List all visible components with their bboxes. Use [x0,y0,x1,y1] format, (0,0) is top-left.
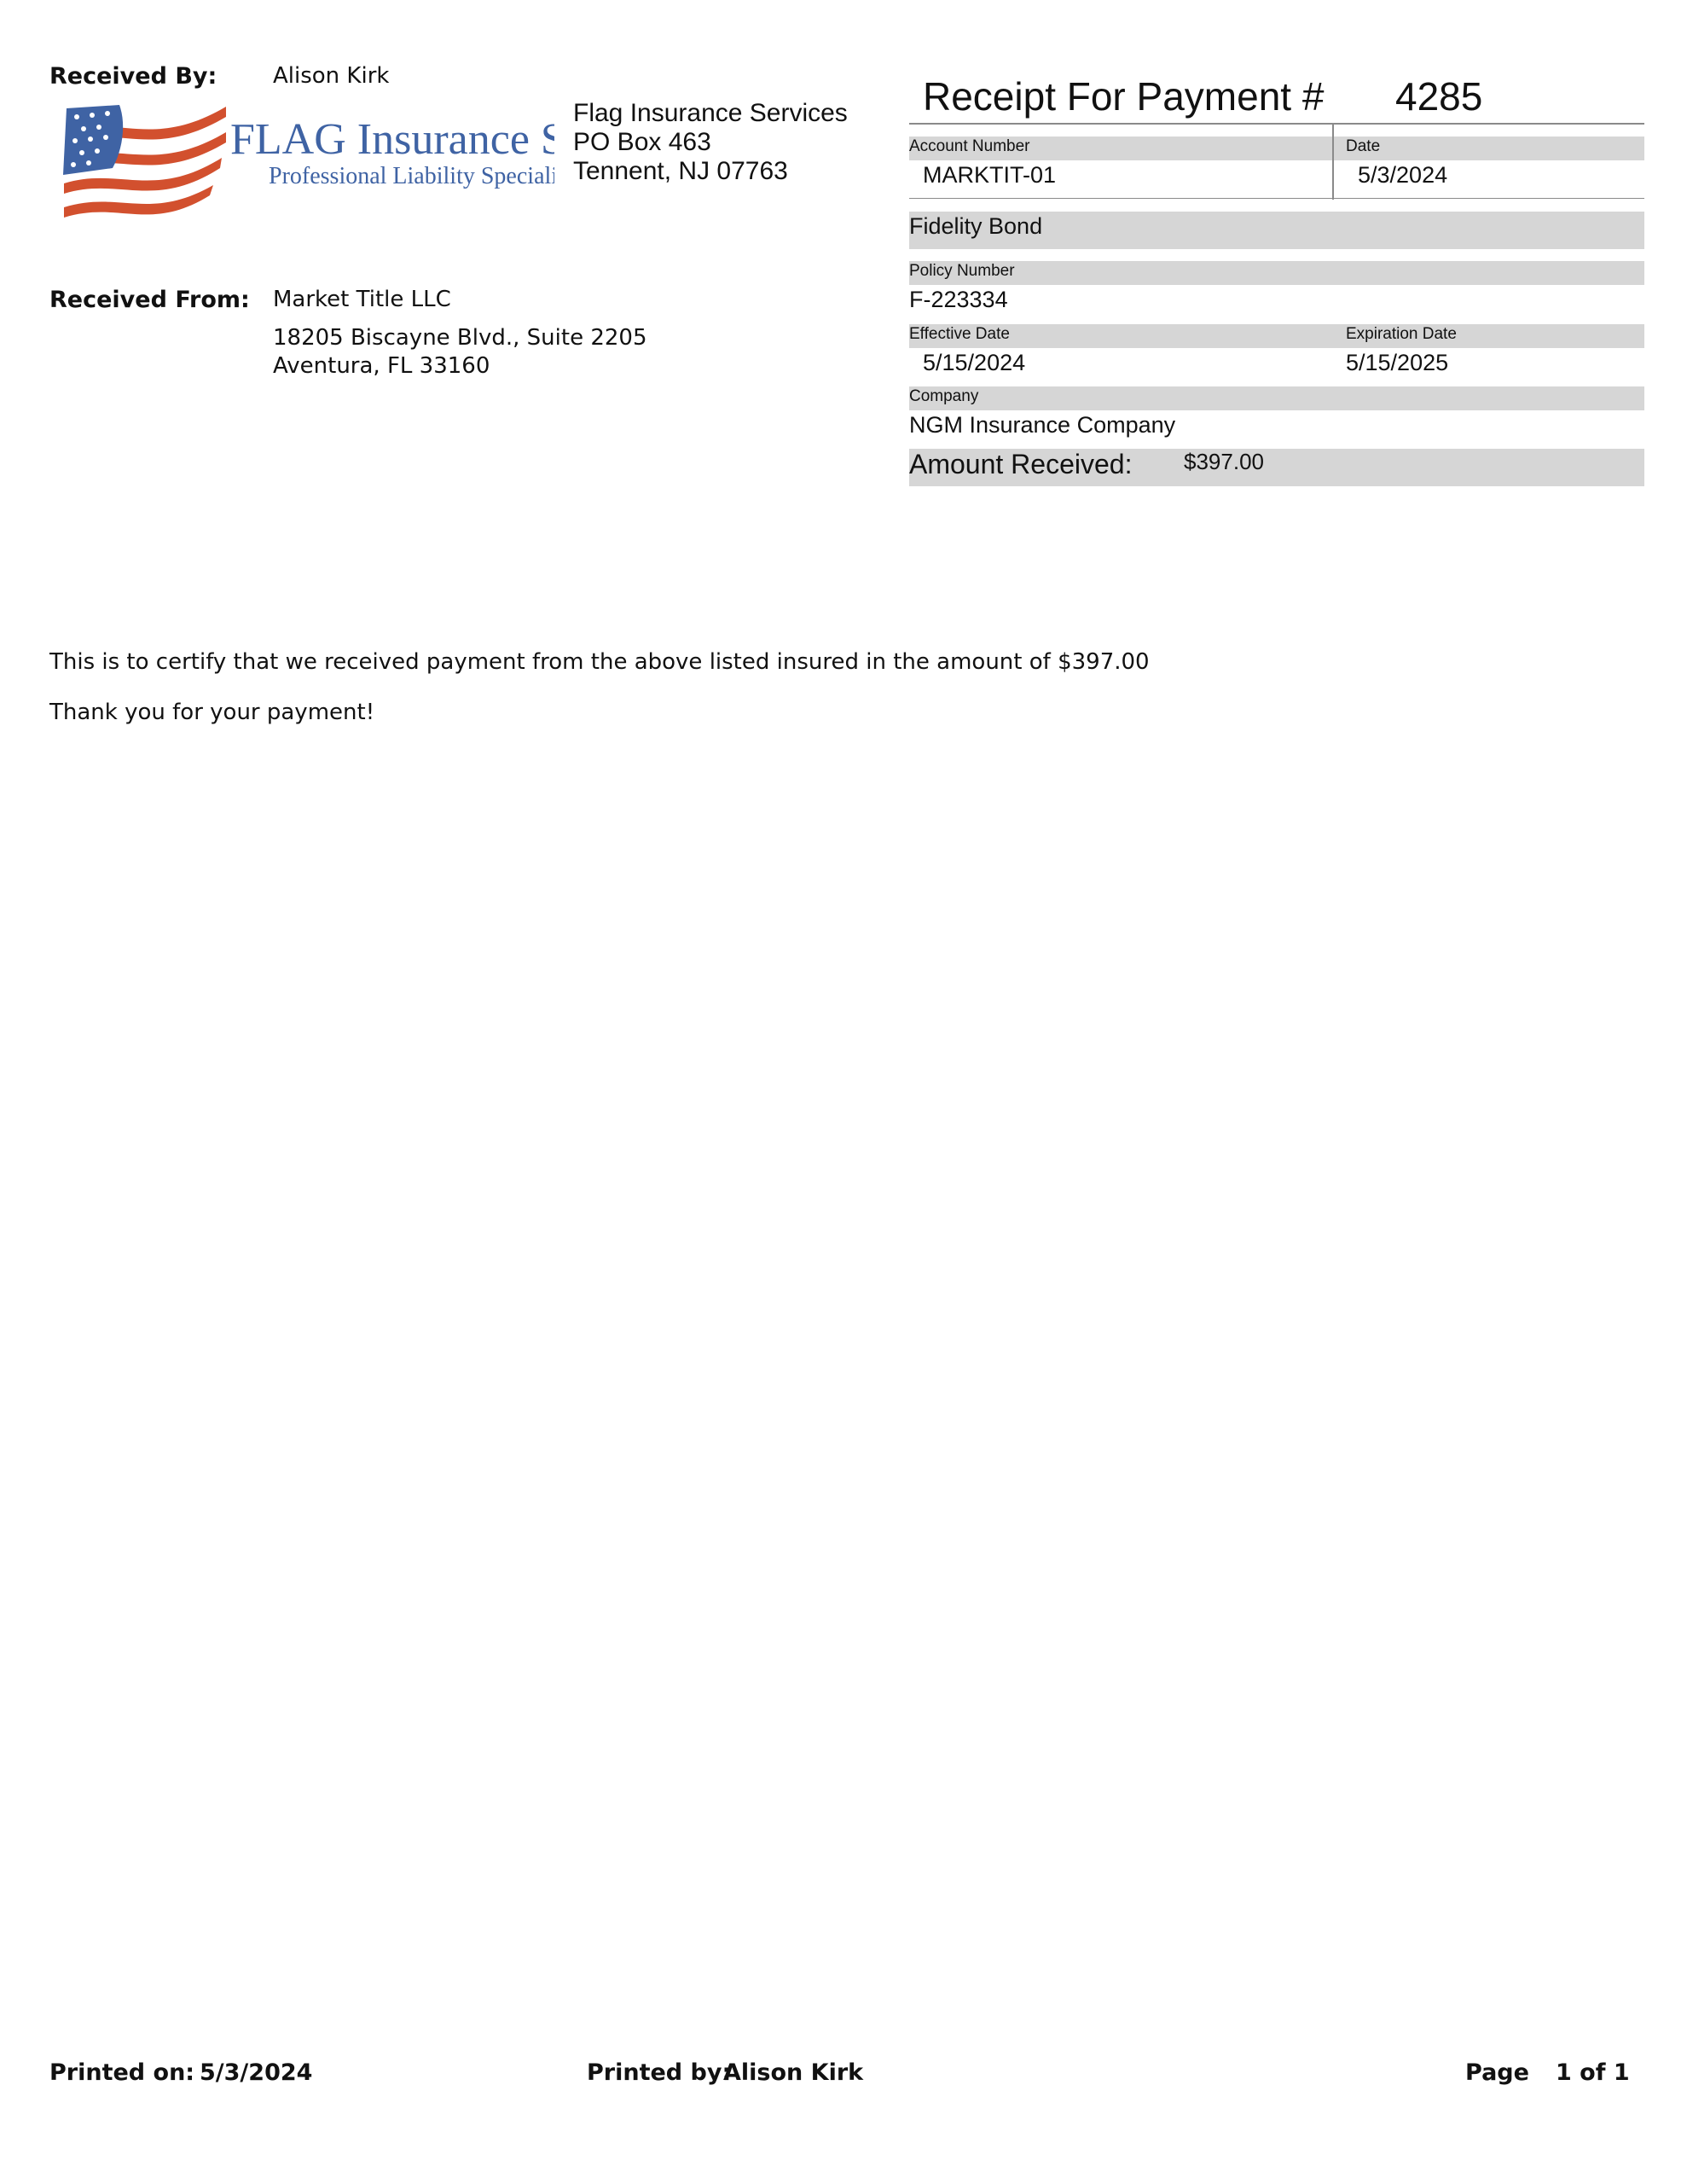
effective-date-value: 5/15/2024 [923,350,1026,375]
received-from-address-line1: 18205 Biscayne Blvd., Suite 2205 [273,325,647,351]
received-from-name: Market Title LLC [273,287,451,312]
effective-date-label: Effective Date [909,325,1010,343]
certify-text: This is to certify that we received payment from the above listed insured in the amount of [49,649,1051,675]
page-number: 1 of 1 [1556,2059,1630,2086]
policy-number-value: F-223334 [909,287,1008,312]
printed-on-value: 5/3/2024 [200,2059,313,2086]
printed-by-label: Printed by: [587,2059,732,2086]
insurer-company-label: Company [909,387,979,405]
account-date-divider [1332,125,1334,200]
account-number-value: MARKTIT-01 [923,162,1057,188]
received-by-label: Received By: [49,63,217,90]
amount-received-label: Amount Received: [909,449,1133,479]
date-label: Date [1346,137,1381,155]
coverage-type: Fidelity Bond [909,213,1043,239]
logo-title: FLAG Insurance S [230,115,554,164]
date-value: 5/3/2024 [1358,162,1448,188]
receipt-title: Receipt For Payment # [923,74,1325,119]
company-address-line1: PO Box 463 [573,128,711,156]
policy-number-label: Policy Number [909,262,1015,280]
certify-statement [49,649,1150,675]
printed-by-value: Alison Kirk [723,2059,864,2086]
expiration-date-value: 5/15/2025 [1346,350,1449,375]
logo-subtitle: Professional Liability Specialists [269,163,554,189]
account-rule [909,198,1644,199]
company-name: Flag Insurance Services [573,99,848,127]
thank-you-text: Thank you for your payment! [49,700,375,725]
received-by-name: Alison Kirk [273,63,390,89]
received-from-address-line2: Aventura, FL 33160 [273,353,490,379]
company-logo [60,98,554,230]
account-number-label: Account Number [909,137,1030,155]
page-label: Page [1465,2059,1529,2086]
american-flag-icon [60,98,554,230]
dates-label-bar [909,324,1644,348]
policy-label-bar [909,261,1644,285]
expiration-date-label: Expiration Date [1346,325,1457,343]
received-from-label: Received From: [49,287,250,313]
amount-received-value: $397.00 [1184,449,1264,474]
company-address-line2: Tennent, NJ 07763 [573,157,788,185]
certify-amount: $397.00 [1058,649,1150,675]
title-rule [909,123,1644,125]
receipt-number: 4285 [1395,74,1483,119]
insurer-company-value: NGM Insurance Company [909,412,1176,438]
printed-on-label: Printed on: [49,2059,195,2086]
company-label-bar [909,386,1644,410]
